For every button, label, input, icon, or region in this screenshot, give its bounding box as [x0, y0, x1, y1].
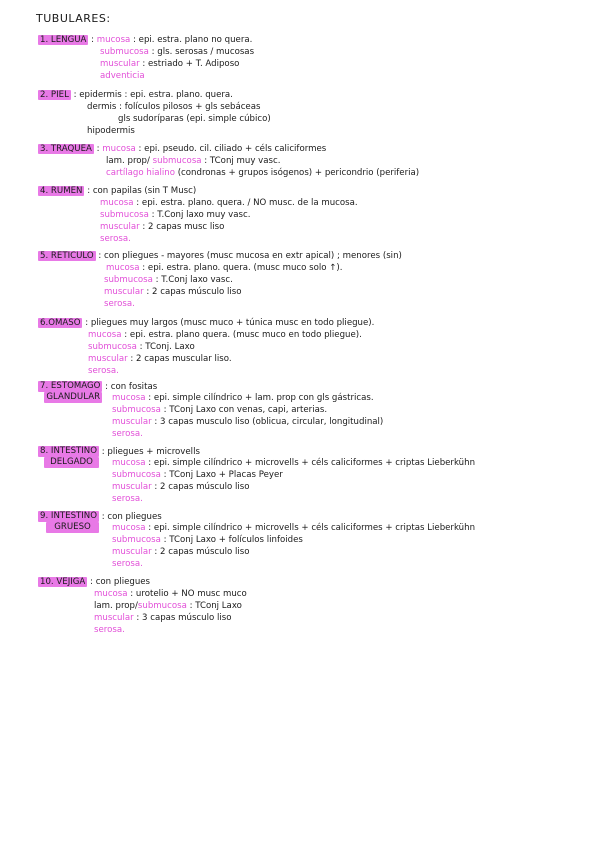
note-line: [91, 318, 375, 328]
layer-label: muscular: [100, 222, 140, 232]
note-text: : T.Conj laxo muy vasc.: [148, 210, 251, 220]
section-heading: 2. PIEL: [40, 90, 69, 100]
note-line: [38, 612, 247, 624]
note-line: [38, 558, 475, 570]
layer-label: serosa.: [112, 429, 143, 439]
note-line: [38, 534, 475, 546]
note-text: con fositas: [110, 382, 158, 392]
layer-label: submucosa: [112, 470, 161, 480]
note-text: : 3 capas músculo liso: [133, 613, 232, 623]
section-reticulo: 5. RETICULO : con pliegues - mayores (musc mucosa en extr apical) ; menores (sin) mucosa : epi. estra. plano. quera. (musc muco solo ↑). submucosa : T.Conj laxo vasc. muscular : 2 capas músculo liso serosa.: [40, 251, 402, 309]
note-text: : TConj Laxo: [186, 601, 242, 611]
note-line: [107, 447, 200, 457]
section-piel: 2. PIEL : epidermis : epi. estra. plano. quera. dermis : folículos pilosos + gls sebáceas gls sudoríparas (epi. simple cúbico) hipodermis: [40, 90, 271, 136]
note-text: (condronas + grupos isógenos) + pericondrio (periferia): [174, 168, 420, 178]
note-text: lam. prop/: [106, 156, 153, 166]
note-line: [96, 577, 150, 587]
layer-label: mucosa: [94, 589, 128, 599]
note-line: [102, 144, 326, 154]
note-text: : urotelio + NO musc muco: [127, 589, 247, 599]
layer-label: muscular: [94, 613, 134, 623]
layer-label: mucosa: [96, 35, 131, 45]
note-text: pliegues + microvells: [107, 447, 200, 457]
layer-label: mucosa: [106, 263, 140, 273]
layer-label: muscular: [88, 354, 128, 364]
note-line: [38, 197, 358, 209]
note-line: [38, 101, 271, 113]
note-line: [104, 251, 402, 261]
note-text: : gls. serosas / mucosas: [148, 47, 255, 57]
layer-label: submucosa: [112, 535, 161, 545]
note-text: : TConj Laxo + folículos linfoides: [160, 535, 303, 545]
note-line: [38, 274, 402, 286]
note-line: [38, 404, 383, 416]
section-heading: 8. INTESTINO: [40, 446, 98, 456]
layer-label: mucosa: [100, 198, 134, 208]
note-line: [38, 353, 374, 365]
note-text: : estriado + T. Adiposo: [139, 59, 240, 69]
note-line: [38, 469, 475, 481]
note-line: [93, 186, 196, 196]
page-title: TUBULARES:: [36, 12, 111, 25]
section-heading: 6.OMASO: [40, 318, 81, 328]
note-text: : 2 capas músculo liso: [151, 482, 250, 492]
section-heading: 5. RETICULO: [40, 251, 94, 261]
note-text: epidermis : epi. estra. plano. quera.: [79, 90, 233, 100]
layer-label: submucosa: [100, 210, 149, 220]
section-heading: 1. LENGUA: [40, 35, 87, 45]
note-line: [38, 58, 254, 70]
note-text: : epi. estra. plano. quera. / NO musc. de la mucosa.: [133, 198, 358, 208]
section-rumen: 4. RUMEN : con papilas (sin T Musc) mucosa : epi. estra. plano. quera. / NO musc. de la mucosa. submucosa : T.Conj laxo muy vasc. muscular : 2 capas musc liso serosa.: [40, 186, 358, 244]
note-text: : TConj muy vasc.: [201, 156, 281, 166]
note-text: con pliegues - mayores (musc mucosa en extr apical) ; menores (sin): [104, 251, 402, 261]
note-text: con papilas (sin T Musc): [92, 186, 197, 196]
layer-label: submucosa: [104, 275, 153, 285]
note-line: [38, 546, 475, 558]
section-heading: 9. INTESTINO: [40, 511, 98, 521]
note-line: [38, 416, 383, 428]
layer-label: mucosa: [112, 523, 146, 533]
note-text: : epi. estra. plano no quera.: [130, 35, 253, 45]
note-line: [38, 457, 475, 469]
layer-label: muscular: [112, 547, 152, 557]
layer-label: muscular: [112, 417, 152, 427]
note-text: : TConj Laxo + Placas Peyer: [160, 470, 283, 480]
note-line: [38, 600, 247, 612]
note-line: [38, 221, 358, 233]
note-line: [38, 428, 383, 440]
layer-label: submucosa: [88, 342, 137, 352]
note-line: [38, 233, 358, 245]
note-text: : TConj. Laxo: [136, 342, 195, 352]
note-line: [38, 493, 475, 505]
note-line: [38, 341, 374, 353]
note-text: : 2 capas muscular liso.: [127, 354, 232, 364]
layer-label: muscular: [112, 482, 152, 492]
note-text: : epi. estra. plano quera. (musc muco en todo pliegue).: [121, 330, 362, 340]
section-heading-line2: GRUESO: [46, 522, 99, 533]
note-text: : T.Conj laxo vasc.: [152, 275, 233, 285]
layer-label: muscular: [100, 59, 140, 69]
note-text: : 2 capas músculo liso: [143, 287, 242, 297]
note-line: [38, 113, 271, 125]
layer-label: cartílago hialino: [106, 168, 175, 178]
section-heading-line2: GLANDULAR: [44, 392, 102, 403]
note-text: : 3 capas musculo liso (oblicua, circular, longitudinal): [151, 417, 384, 427]
note-line: [38, 46, 254, 58]
layer-label: mucosa: [112, 393, 146, 403]
note-line: [38, 262, 402, 274]
note-text: pliegues muy largos (musc muco + túnica musc en todo pliegue).: [90, 318, 375, 328]
layer-label: serosa.: [104, 299, 135, 309]
section-heading: 7. ESTOMAGO: [40, 381, 101, 391]
note-text: hipodermis: [87, 126, 135, 136]
note-text: : epi. simple cilíndrico + microvells + céls caliciformes + criptas Lieberkühn: [145, 523, 476, 533]
note-text: con pliegues: [95, 577, 151, 587]
section-intestino-delgado: 8. INTESTINO DELGADO : pliegues + microvells mucosa : epi. simple cilíndrico + microvells + céls caliciformes + criptas Lieberkühn submucosa : TConj Laxo + Placas Peyer muscular : 2 capas músculo liso serosa.: [40, 446, 476, 504]
layer-label: serosa.: [112, 494, 143, 504]
layer-label: mucosa: [112, 458, 146, 468]
section-vejiga: 10. VEJIGA : con pliegues mucosa : urotelio + NO musc muco lam. prop/submucosa : TConj Laxo muscular : 3 capas músculo liso serosa.: [40, 577, 247, 635]
section-heading: 3. TRAQUEA: [40, 144, 92, 154]
section-heading: 4. RUMEN: [40, 186, 83, 196]
note-line: [38, 329, 374, 341]
layer-label: serosa.: [94, 625, 125, 635]
section-intestino-grueso: 9. INTESTINO GRUESO : con pliegues mucosa : epi. simple cilíndrico + microvells + céls caliciformes + criptas Lieberkühn submucosa : TConj Laxo + folículos linfoides muscular : 2 capas músculo liso serosa.: [40, 511, 476, 569]
note-text: : 2 capas musc liso: [139, 222, 225, 232]
layer-label: muscular: [104, 287, 144, 297]
note-line: [97, 35, 253, 45]
note-line: [38, 70, 254, 82]
section-estomago-glandular: 7. ESTOMAGO GLANDULAR : con fositas mucosa : epi. simple cilíndrico + lam. prop con gls gástricas. submucosa : TConj Laxo con venas, capi, arterias. muscular : 3 capas musculo liso (oblicua, circular, longitudinal) serosa.: [40, 381, 384, 439]
section-lengua: 1. LENGUA : mucosa : epi. estra. plano no quera. submucosa : gls. serosas / mucosas muscular : estriado + T. Adiposo adventicia: [40, 35, 255, 81]
note-line: [107, 512, 161, 522]
section-heading-line2: DELGADO: [44, 457, 99, 468]
note-line: [38, 298, 402, 310]
note-text: : 2 capas músculo liso: [151, 547, 250, 557]
note-text: : epi. simple cilíndrico + lam. prop con gls gástricas.: [145, 393, 374, 403]
note-line: [111, 382, 157, 392]
note-text: : epi. pseudo. cil. ciliado + céls caliciformes: [135, 144, 327, 154]
note-line: [38, 365, 374, 377]
note-text: : epi. simple cilíndrico + microvells + céls caliciformes + criptas Lieberkühn: [145, 458, 476, 468]
layer-label: mucosa: [88, 330, 122, 340]
note-text: gls sudoríparas (epi. simple cúbico): [118, 114, 271, 124]
section-traquea: 3. TRAQUEA : mucosa : epi. pseudo. cil. ciliado + céls caliciformes lam. prop/ submucosa : TConj muy vasc. cartílago hialino (condronas + grupos isógenos) + pericondrio (periferia): [40, 144, 420, 178]
layer-label: submucosa: [137, 601, 187, 611]
layer-label: submucosa: [112, 405, 161, 415]
note-line: [38, 588, 247, 600]
note-line: [38, 522, 475, 534]
note-line: [38, 167, 419, 179]
note-line: [38, 481, 475, 493]
note-line: [79, 90, 233, 100]
layer-label: submucosa: [152, 156, 202, 166]
layer-label: adventicia: [100, 71, 145, 81]
note-text: con pliegues: [107, 512, 162, 522]
note-line: [38, 209, 358, 221]
note-text: lam. prop/: [94, 601, 138, 611]
layer-label: submucosa: [100, 47, 149, 57]
section-omaso: 6.OMASO : pliegues muy largos (musc muco + túnica musc en todo pliegue). mucosa : epi. estra. plano quera. (musc muco en todo pliegue). submucosa : TConj. Laxo muscular : 2 capas muscular liso. serosa.: [40, 318, 375, 376]
note-text: : epi. estra. plano. quera. (musc muco solo ↑).: [139, 263, 343, 273]
note-text: : TConj Laxo con venas, capi, arterias.: [160, 405, 328, 415]
note-line: [38, 286, 402, 298]
note-line: [38, 125, 271, 137]
layer-label: mucosa: [102, 144, 136, 154]
layer-label: serosa.: [100, 234, 131, 244]
note-text: dermis : folículos pilosos + gls sebáceas: [87, 102, 261, 112]
note-line: [38, 155, 419, 167]
section-heading: 10. VEJIGA: [40, 577, 86, 587]
note-line: [38, 624, 247, 636]
layer-label: serosa.: [88, 366, 119, 376]
layer-label: serosa.: [112, 559, 143, 569]
